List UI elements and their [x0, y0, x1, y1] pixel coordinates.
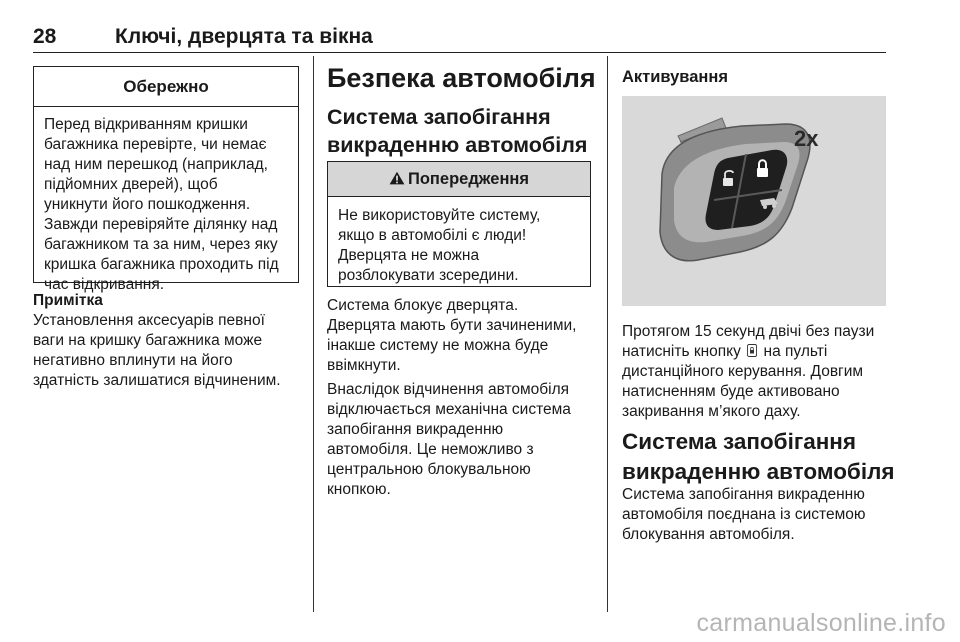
- figure-label: 2x: [794, 126, 819, 151]
- caution-line: час відкривання.: [44, 276, 165, 293]
- page-number: 28: [33, 25, 57, 48]
- note-line: здатність залишатися відчиненим.: [33, 372, 281, 389]
- paragraph-line: запобігання викраденню: [327, 421, 504, 438]
- paragraph-mechanical: [327, 380, 602, 500]
- note-line: ваги на кришку багажника може: [33, 332, 263, 349]
- activation-line: Протягом 15 секунд двічі без паузи: [622, 323, 875, 340]
- warning-line: Дверцята не можна: [338, 247, 480, 264]
- activation-text: на пульті: [763, 343, 828, 360]
- paragraph-line: Внаслідок відчинення автомобіля: [327, 381, 570, 398]
- caution-line: Завжди перевіряйте ділянку над: [44, 216, 278, 233]
- activation-line: закривання м’якого даху.: [622, 403, 801, 420]
- warning-box-text: [328, 197, 590, 286]
- warning-box-header: [328, 162, 590, 197]
- paragraph-blocking: [327, 296, 602, 376]
- anti-theft-line: Система запобігання викраденню: [622, 486, 865, 503]
- column-divider-1: [313, 56, 314, 612]
- warning-line: якщо в автомобілі є люди!: [338, 227, 527, 244]
- subsection-heading: [327, 103, 587, 159]
- warning-line: розблокувати зсередини.: [338, 267, 519, 284]
- activation-line: натисненням буде активовано: [622, 383, 840, 400]
- subsection-heading-line: Система запобігання: [327, 105, 551, 129]
- caution-box-title: Обережно: [34, 67, 298, 107]
- note-block: [33, 291, 308, 391]
- lock-icon: [747, 344, 757, 357]
- paragraph-line: кнопкою.: [327, 481, 391, 498]
- paragraph-line: відключається механічна система: [327, 401, 571, 418]
- activation-line: дистанційного керування. Довгим: [622, 363, 864, 380]
- note-line: негативно вплинути на його: [33, 352, 233, 369]
- caution-box: [33, 66, 299, 293]
- caution-line: багажником та за ним, через яку: [44, 236, 278, 253]
- paragraph-line: інакше систему не можна буде: [327, 337, 549, 354]
- watermark[interactable]: carmanualsonline.info: [696, 609, 946, 637]
- anti-theft-line: автомобіля поєднана із системою: [622, 506, 866, 523]
- page-header: [33, 22, 886, 53]
- activation-paragraph: [622, 322, 892, 422]
- caution-line: підйомних дверей), щоб: [44, 176, 218, 193]
- note-line: Установлення аксесуарів певної: [33, 312, 265, 329]
- anti-theft-heading-line: Система запобігання: [622, 429, 857, 454]
- anti-theft-heading-line: викраденню автомобіля: [622, 459, 895, 484]
- caution-line: багажника перевірте, чи немає: [44, 136, 267, 153]
- paragraph-line: Дверцята мають бути зачиненими,: [327, 317, 577, 334]
- section-heading: Безпека автомобіля: [327, 63, 596, 93]
- subsection-heading-line: викраденню автомобіля: [327, 133, 588, 157]
- activation-heading: Активування: [622, 68, 728, 86]
- key-fob-figure: [622, 96, 886, 306]
- caution-box-text: [34, 107, 298, 295]
- caution-line: уникнути його пошкодження.: [44, 196, 251, 213]
- paragraph-line: автомобіля. Це неможливо з: [327, 441, 534, 458]
- anti-theft-paragraph: [622, 485, 892, 545]
- note-title: Примітка: [33, 292, 103, 309]
- paragraph-line: Система блокує дверцята.: [327, 297, 519, 314]
- warning-box-title: Попередження: [407, 170, 530, 188]
- caution-line: Перед відкриванням кришки: [44, 116, 248, 133]
- anti-theft-heading: [622, 427, 895, 487]
- running-title: Ключі, дверцята та вікна: [115, 25, 373, 48]
- warning-triangle-icon: [389, 171, 405, 185]
- warning-line: Не використовуйте систему,: [338, 207, 541, 224]
- caution-line: кришка багажника проходить під: [44, 256, 279, 273]
- caution-line: над ним перешкод (наприклад,: [44, 156, 268, 173]
- paragraph-line: центральною блокувальною: [327, 461, 531, 478]
- activation-text: натисніть кнопку: [622, 343, 741, 360]
- paragraph-line: ввімкнути.: [327, 357, 401, 374]
- activation-line: [622, 342, 892, 362]
- column-divider-2: [607, 56, 608, 612]
- anti-theft-line: блокування автомобіля.: [622, 526, 795, 543]
- warning-box: [327, 161, 591, 287]
